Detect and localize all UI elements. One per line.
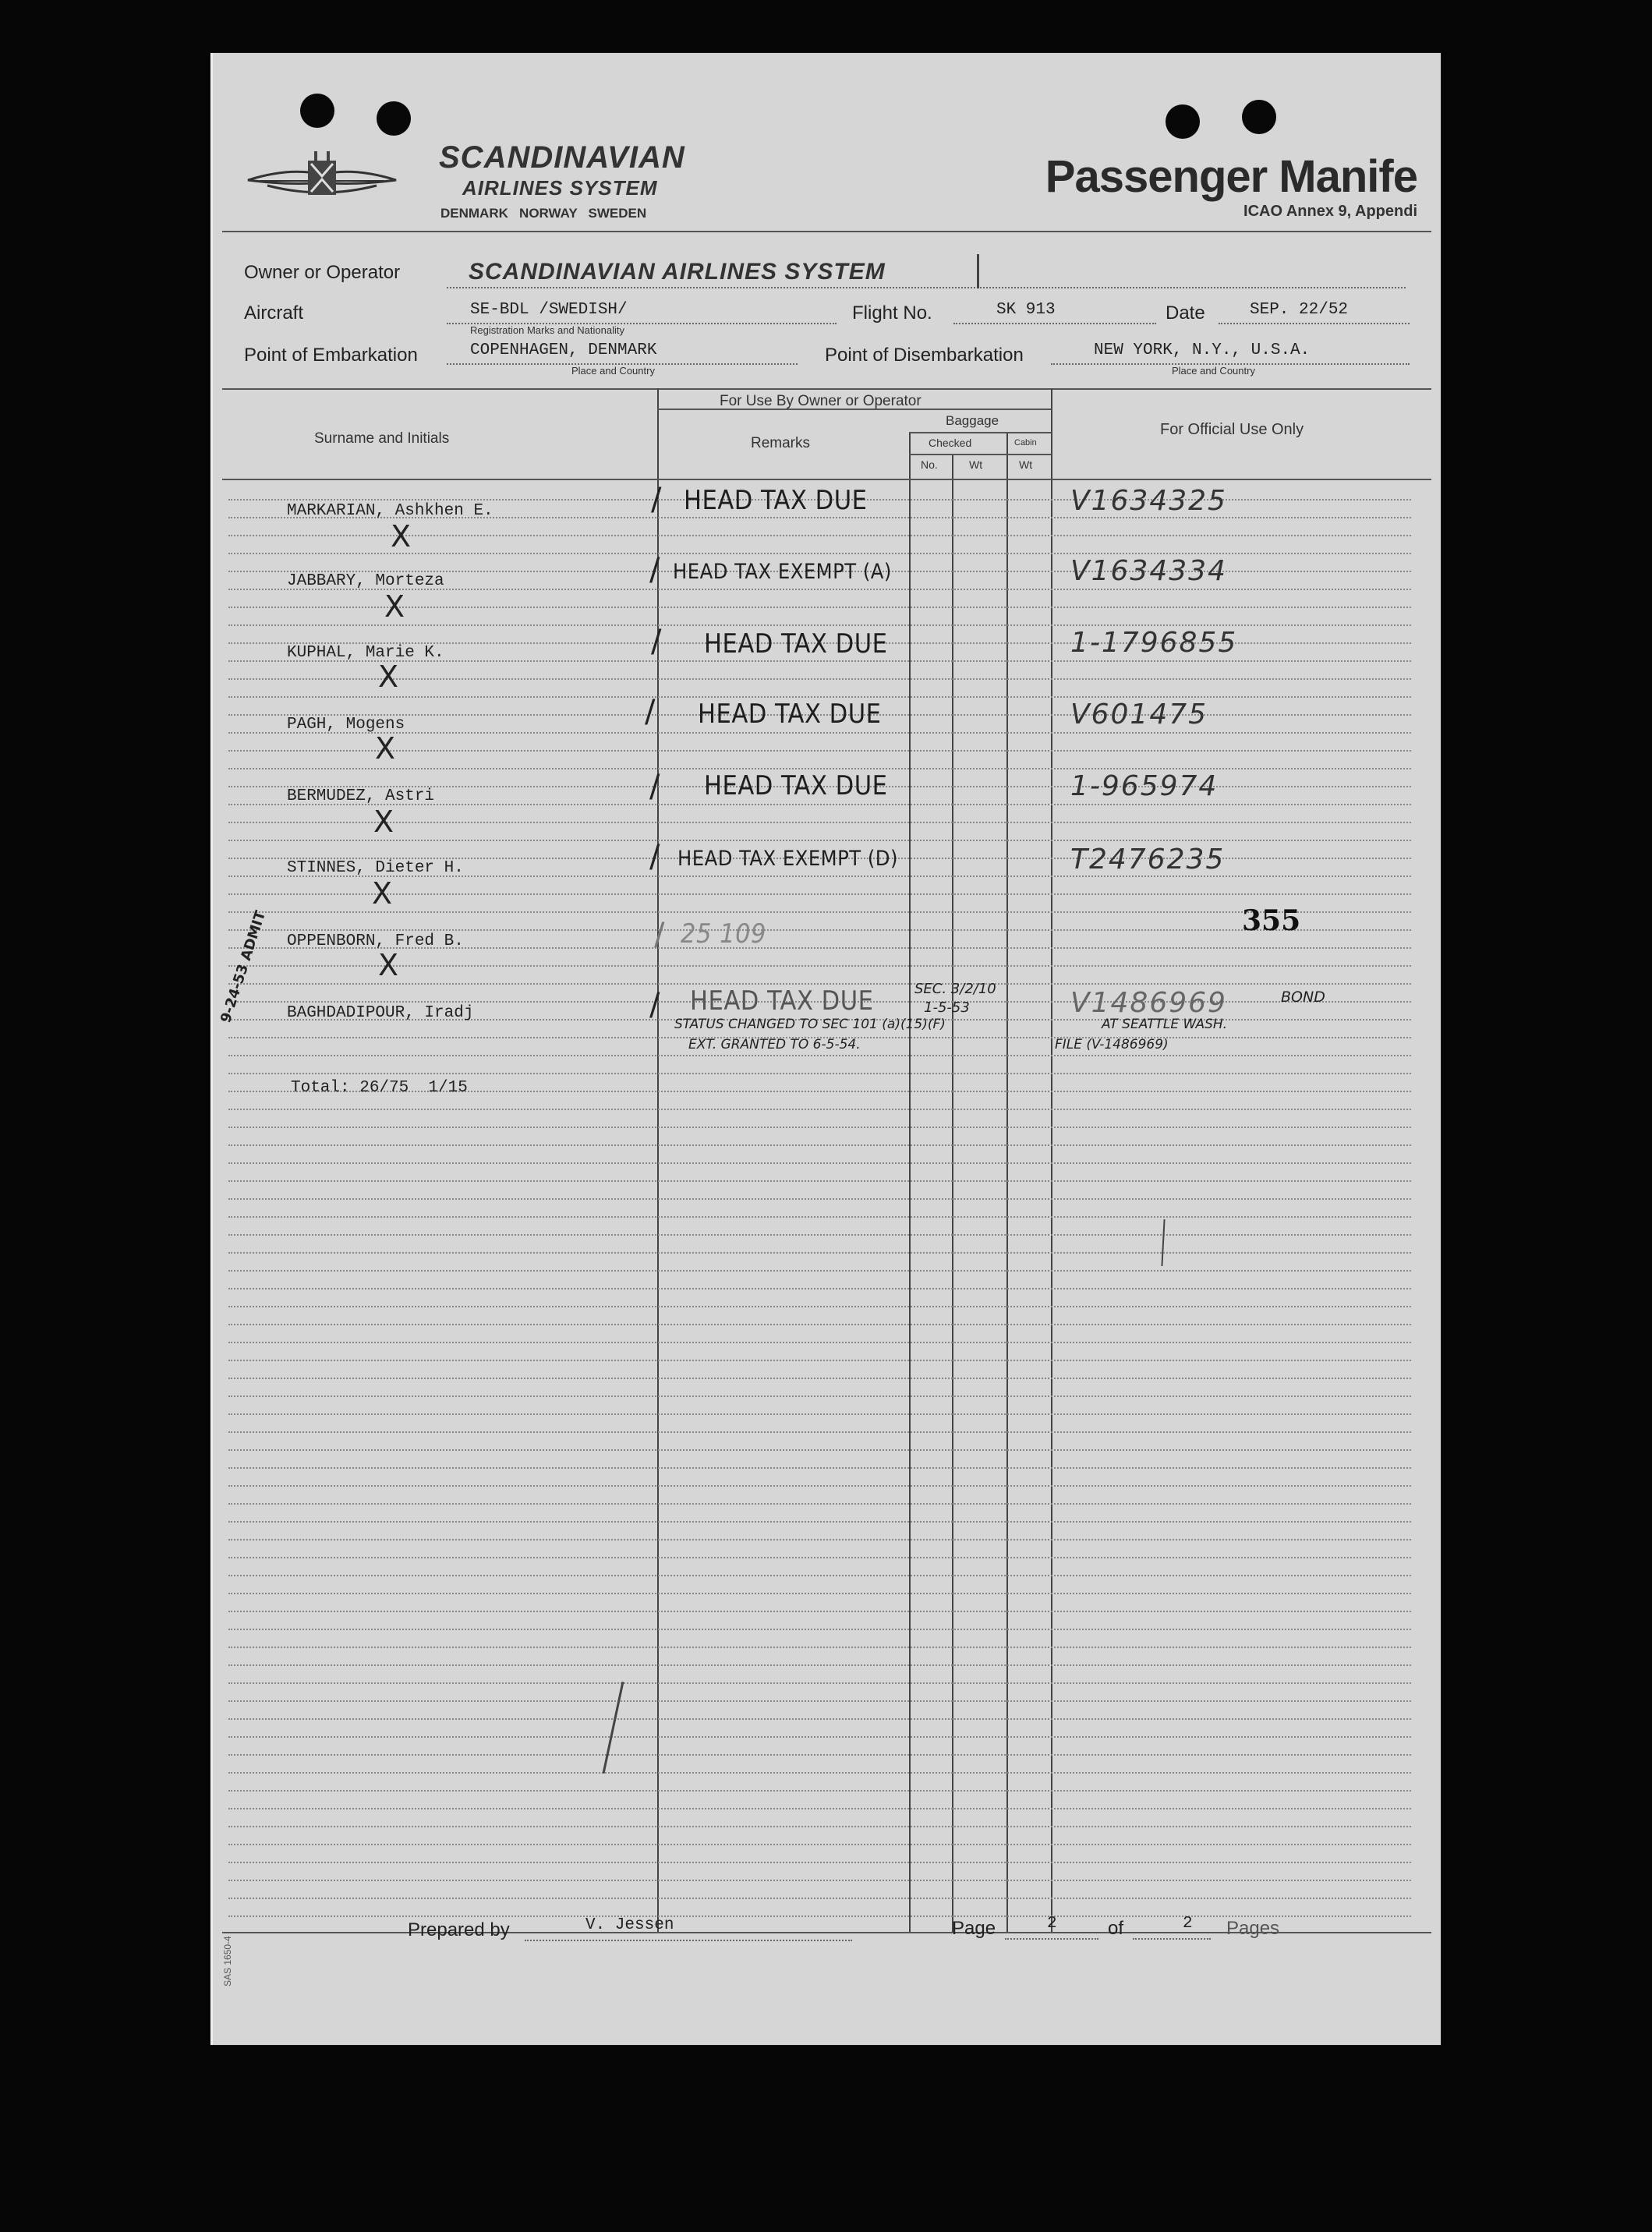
passenger-name: MARKARIAN, Ashkhen E. <box>287 502 493 520</box>
aircraft-value: SE-BDL /SWEDISH/ <box>470 301 628 319</box>
ruled-line <box>228 1109 1411 1110</box>
ruled-line <box>228 1664 1411 1666</box>
baggage-note: 1-5-53 <box>924 999 970 1016</box>
x-mark: X <box>373 805 394 839</box>
flight-no-label: Flight No. <box>852 302 932 324</box>
ruled-line <box>228 1342 1411 1343</box>
ruled-line <box>228 1413 1411 1415</box>
ruled-line <box>228 1575 1411 1576</box>
ruled-line <box>228 1127 1411 1128</box>
x-mark: X <box>391 519 412 554</box>
passenger-official: V1486969 <box>1070 987 1227 1019</box>
header-baggage: Baggage <box>946 413 999 428</box>
check-mark: / <box>651 482 662 518</box>
airline-name-line1: SCANDINAVIAN <box>439 140 685 175</box>
passenger-name: BAGHDADIPOUR, Iradj <box>287 1004 474 1022</box>
ruled-line <box>228 1144 1411 1146</box>
page-label: Page <box>952 1918 996 1939</box>
column-line <box>1006 432 1008 1932</box>
passenger-official: 1-1796855 <box>1070 627 1238 659</box>
ruled-line <box>228 1682 1411 1684</box>
extension-note: EXT. GRANTED TO 6-5-54. <box>688 1037 861 1052</box>
ruled-line <box>228 1915 1411 1917</box>
of-label: of <box>1108 1918 1124 1939</box>
form-title: Passenger Manife <box>1045 151 1417 202</box>
x-mark: X <box>375 731 396 766</box>
ruled-line <box>228 1467 1411 1469</box>
header-owner-use: For Use By Owner or Operator <box>720 393 922 409</box>
passenger-remark: 25 109 <box>681 918 766 950</box>
ruled-line <box>228 1180 1411 1182</box>
passenger-name: OPPENBORN, Fred B. <box>287 932 464 950</box>
page-underline <box>1005 1938 1098 1940</box>
ruled-line <box>228 1360 1411 1361</box>
ruled-line <box>228 1593 1411 1594</box>
disembark-value: NEW YORK, N.Y., U.S.A. <box>1094 341 1311 359</box>
ruled-line <box>228 1395 1411 1397</box>
ruled-line <box>228 983 1411 985</box>
header-official: For Official Use Only <box>1160 421 1304 438</box>
totals-line: Total: 26/75 1/15 <box>291 1079 468 1097</box>
ruled-line <box>228 965 1411 967</box>
flight-no-value: SK 913 <box>996 301 1056 319</box>
punch-hole <box>1242 100 1276 134</box>
flight-no-underline <box>953 323 1156 324</box>
ruled-line <box>228 1521 1411 1523</box>
passenger-name: STINNES, Dieter H. <box>287 859 464 877</box>
date-underline <box>1219 323 1410 324</box>
column-line <box>909 432 911 1932</box>
x-mark: X <box>378 948 399 982</box>
disembark-caption: Place and Country <box>1172 365 1255 377</box>
prepared-by-label: Prepared by <box>408 1919 510 1940</box>
of-value: 2 <box>1183 1915 1193 1933</box>
ruled-line <box>228 1700 1411 1702</box>
ruled-line <box>228 1790 1411 1792</box>
ruled-line <box>228 1288 1411 1289</box>
ruled-line <box>228 1055 1411 1056</box>
form-subtitle: ICAO Annex 9, Appendi <box>1243 203 1417 220</box>
passenger-remark: HEAD TAX DUE <box>704 770 888 801</box>
disembark-label: Point of Disembarkation <box>825 345 1024 366</box>
baggage-note: SEC. 3/2/10 <box>914 981 996 997</box>
ruled-line <box>228 1629 1411 1630</box>
header-cabin-wt: Wt <box>1019 458 1033 471</box>
passenger-official: V1634325 <box>1070 485 1227 517</box>
embark-caption: Place and Country <box>571 365 655 377</box>
punch-hole <box>1166 104 1200 139</box>
passenger-official: V601475 <box>1070 699 1208 730</box>
ruled-line <box>228 1754 1411 1756</box>
ruled-line <box>228 893 1411 895</box>
ruled-line <box>228 1234 1411 1236</box>
header-surname: Surname and Initials <box>314 430 450 447</box>
passenger-remark: HEAD TAX DUE <box>684 485 868 516</box>
stray-mark <box>603 1682 624 1774</box>
ruled-line <box>228 624 1411 626</box>
ruled-line <box>228 1862 1411 1863</box>
airline-countries: DENMARK NORWAY SWEDEN <box>440 206 647 221</box>
passenger-name: KUPHAL, Marie K. <box>287 644 444 662</box>
prepared-by-value: V. Jessen <box>585 1916 674 1934</box>
ruled-line <box>228 1252 1411 1254</box>
aircraft-label: Aircraft <box>244 302 304 324</box>
ruled-line <box>228 1844 1411 1845</box>
passenger-remark: HEAD TAX EXEMPT (A) <box>673 560 892 584</box>
punch-hole <box>300 94 334 128</box>
header-checked: Checked <box>929 437 972 449</box>
ruled-line <box>228 1431 1411 1433</box>
x-mark: X <box>384 589 405 624</box>
ruled-line <box>228 607 1411 608</box>
ruled-line <box>228 1073 1411 1074</box>
ruled-line <box>228 1557 1411 1558</box>
check-mark: / <box>649 987 660 1023</box>
ruled-line <box>228 840 1411 841</box>
header-line <box>909 432 1051 433</box>
ruled-line <box>228 1449 1411 1451</box>
ruled-line <box>228 750 1411 752</box>
header-remarks: Remarks <box>751 435 811 451</box>
column-line <box>952 454 953 1932</box>
owner-tick <box>977 254 979 288</box>
embark-label: Point of Embarkation <box>244 345 418 366</box>
owner-value: SCANDINAVIAN AIRLINES SYSTEM <box>469 259 886 285</box>
owner-label: Owner or Operator <box>244 262 401 283</box>
header-wt: Wt <box>969 458 983 471</box>
ruled-line <box>228 1898 1411 1899</box>
ruled-line <box>228 1826 1411 1827</box>
ruled-line <box>228 1324 1411 1325</box>
aircraft-caption: Registration Marks and Nationality <box>470 324 624 336</box>
stamp-number: 355 <box>1242 904 1301 937</box>
ruled-line <box>228 1306 1411 1307</box>
ruled-line <box>228 678 1411 680</box>
ruled-line <box>228 1647 1411 1648</box>
passenger-remark: HEAD TAX DUE <box>698 699 882 730</box>
passenger-name: BERMUDEZ, Astri <box>287 787 435 805</box>
flight-info-divider <box>222 388 1431 390</box>
ruled-line <box>228 1611 1411 1612</box>
ruled-line <box>228 1808 1411 1809</box>
passenger-official: V1634334 <box>1070 555 1227 587</box>
check-mark: / <box>645 694 656 730</box>
page-value: 2 <box>1047 1915 1057 1933</box>
ruled-line <box>228 1485 1411 1487</box>
passenger-name: JABBARY, Morteza <box>287 572 444 590</box>
ruled-line <box>228 1198 1411 1200</box>
punch-hole <box>377 101 411 136</box>
check-mark: / <box>649 552 660 588</box>
header-divider <box>222 231 1431 232</box>
airline-name-line2: AIRLINES SYSTEM <box>462 176 658 200</box>
form-code: SAS 1650-4 <box>222 1936 233 1986</box>
ruled-line <box>228 1736 1411 1738</box>
date-label: Date <box>1166 302 1205 324</box>
ruled-line <box>228 696 1411 698</box>
ruled-line <box>228 732 1411 734</box>
ruled-line <box>228 768 1411 769</box>
passenger-name: PAGH, Mogens <box>287 716 405 734</box>
ruled-line <box>228 1718 1411 1720</box>
ruled-line <box>228 1216 1411 1218</box>
ruled-line <box>228 1539 1411 1540</box>
header-line <box>909 454 1051 455</box>
check-mark: / <box>649 839 660 875</box>
table-header-divider <box>222 479 1431 480</box>
passenger-official: 1-965974 <box>1070 770 1219 802</box>
ruled-line <box>228 929 1411 931</box>
manifest-sheet <box>210 53 1441 2045</box>
check-mark: / <box>649 769 660 805</box>
x-mark: X <box>378 660 399 694</box>
owner-underline <box>447 287 1406 288</box>
admit-note: 9-24-53 ADMIT <box>218 908 270 1025</box>
header-cabin: Cabin <box>1014 438 1037 447</box>
stray-mark <box>1161 1219 1165 1266</box>
passenger-remark: HEAD TAX EXEMPT (D) <box>677 847 898 871</box>
date-value: SEP. 22/52 <box>1250 301 1349 319</box>
official-note: FILE (V-1486969) <box>1055 1037 1169 1052</box>
official-note: BOND <box>1281 989 1325 1006</box>
pages-label: Pages <box>1226 1918 1280 1939</box>
passenger-remark: HEAD TAX DUE <box>704 628 888 660</box>
status-note: STATUS CHANGED TO SEC 101 (a)(15)(F) <box>674 1017 946 1032</box>
prepared-underline <box>525 1940 852 1941</box>
ruled-line <box>228 1772 1411 1774</box>
header-line <box>657 409 1051 410</box>
ruled-line <box>228 1162 1411 1164</box>
ruled-line <box>228 1270 1411 1272</box>
x-mark: X <box>372 876 393 911</box>
official-note: AT SEATTLE WASH. <box>1102 1017 1228 1032</box>
header-no: No. <box>921 458 938 471</box>
ruled-line <box>228 1378 1411 1379</box>
embark-value: COPENHAGEN, DENMARK <box>470 341 657 359</box>
check-mark: / <box>654 917 665 953</box>
ruled-line <box>228 1880 1411 1881</box>
airline-logo <box>244 145 400 215</box>
ruled-line <box>228 822 1411 823</box>
check-mark: / <box>651 624 662 660</box>
passenger-official: T2476235 <box>1070 844 1226 875</box>
ruled-line <box>228 911 1411 913</box>
of-underline <box>1133 1938 1211 1940</box>
passenger-remark: HEAD TAX DUE <box>690 985 874 1017</box>
ruled-line <box>228 1503 1411 1505</box>
